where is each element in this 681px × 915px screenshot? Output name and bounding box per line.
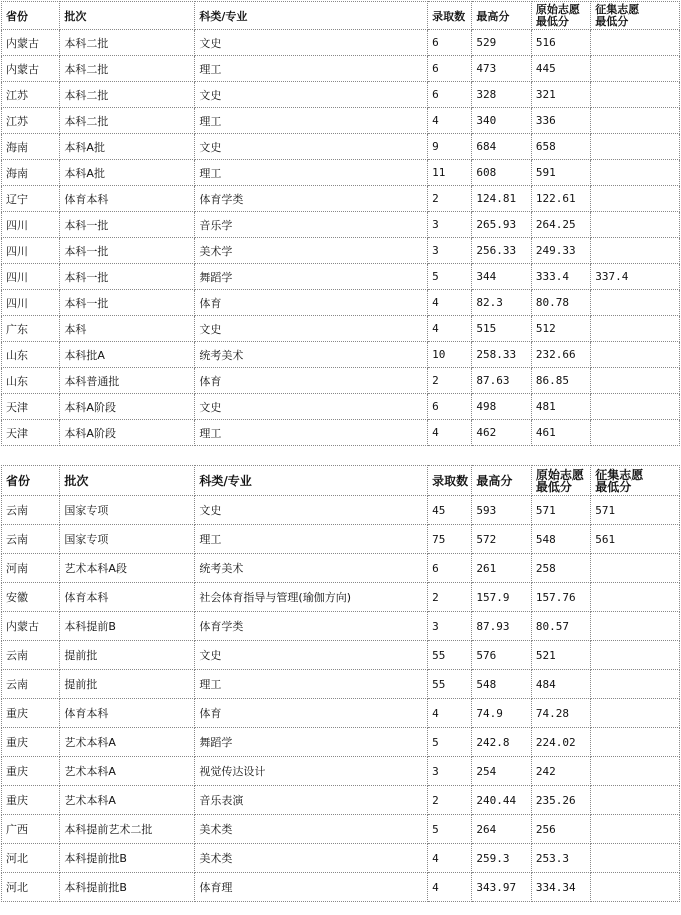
table-row — [2, 108, 680, 134]
cell-enrolled: 6 — [428, 554, 472, 583]
header-orig-min-line2: 最低分 — [535, 479, 572, 494]
table-row — [2, 134, 680, 160]
cell-batch: 体育本科 — [60, 699, 195, 728]
cell-category: 美术学 — [195, 238, 428, 264]
cell-enrolled: 4 — [428, 420, 472, 446]
cell-province: 重庆 — [2, 699, 60, 728]
cell-collect-min — [591, 815, 680, 844]
cell-category: 统考美术 — [195, 554, 428, 583]
cell-orig-min: 256 — [531, 815, 590, 844]
cell-enrolled: 6 — [428, 82, 472, 108]
table-row — [2, 815, 680, 844]
cell-max-score: 473 — [472, 56, 531, 82]
cell-orig-min: 80.57 — [531, 612, 590, 641]
header-province: 省份 — [2, 466, 60, 496]
cell-province: 江苏 — [2, 82, 60, 108]
header-collect-min — [591, 466, 680, 496]
cell-category: 体育学类 — [195, 612, 428, 641]
cell-category: 理工 — [195, 670, 428, 699]
cell-batch: 本科一批 — [60, 238, 195, 264]
cell-collect-min — [591, 290, 680, 316]
cell-collect-min — [591, 554, 680, 583]
header-collect-min-line2: 最低分 — [595, 14, 629, 28]
table-row — [2, 342, 680, 368]
cell-enrolled: 3 — [428, 612, 472, 641]
cell-orig-min: 461 — [531, 420, 590, 446]
cell-category: 体育 — [195, 290, 428, 316]
cell-max-score: 498 — [472, 394, 531, 420]
cell-enrolled: 4 — [428, 699, 472, 728]
cell-collect-min — [591, 641, 680, 670]
cell-orig-min: 264.25 — [531, 212, 590, 238]
cell-orig-min: 336 — [531, 108, 590, 134]
cell-category: 体育学类 — [195, 186, 428, 212]
cell-max-score: 265.93 — [472, 212, 531, 238]
cell-batch: 本科提前艺术二批 — [60, 815, 195, 844]
cell-province: 海南 — [2, 160, 60, 186]
cell-max-score: 344 — [472, 264, 531, 290]
cell-province: 江苏 — [2, 108, 60, 134]
table-header-row — [2, 466, 680, 496]
cell-collect-min — [591, 238, 680, 264]
table-row — [2, 82, 680, 108]
cell-category: 音乐学 — [195, 212, 428, 238]
cell-collect-min — [591, 56, 680, 82]
cell-collect-min — [591, 420, 680, 446]
table-row — [2, 394, 680, 420]
cell-category: 文史 — [195, 641, 428, 670]
header-batch: 批次 — [60, 2, 195, 30]
cell-collect-min — [591, 583, 680, 612]
header-enrolled: 录取数 — [428, 466, 472, 496]
cell-batch: 提前批 — [60, 670, 195, 699]
cell-category: 体育 — [195, 699, 428, 728]
cell-max-score: 684 — [472, 134, 531, 160]
cell-max-score: 608 — [472, 160, 531, 186]
cell-province: 天津 — [2, 394, 60, 420]
header-max-score: 最高分 — [472, 466, 531, 496]
table-row — [2, 612, 680, 641]
header-orig-min-line1: 原始志愿 — [535, 2, 580, 16]
cell-max-score: 87.93 — [472, 612, 531, 641]
cell-orig-min: 521 — [531, 641, 590, 670]
cell-orig-min: 232.66 — [531, 342, 590, 368]
cell-province: 海南 — [2, 134, 60, 160]
cell-collect-min — [591, 134, 680, 160]
cell-province: 四川 — [2, 290, 60, 316]
table-row — [2, 786, 680, 815]
cell-max-score: 74.9 — [472, 699, 531, 728]
cell-enrolled: 2 — [428, 583, 472, 612]
cell-max-score: 256.33 — [472, 238, 531, 264]
cell-max-score: 157.9 — [472, 583, 531, 612]
cell-province: 重庆 — [2, 786, 60, 815]
table-row — [2, 670, 680, 699]
header-orig-min — [531, 2, 590, 30]
cell-enrolled: 4 — [428, 290, 472, 316]
cell-collect-min — [591, 212, 680, 238]
cell-batch: 本科A阶段 — [60, 420, 195, 446]
cell-orig-min: 445 — [531, 56, 590, 82]
cell-orig-min: 334.34 — [531, 873, 590, 902]
header-orig-min — [531, 466, 590, 496]
cell-orig-min: 571 — [531, 496, 590, 525]
table-row — [2, 368, 680, 394]
cell-enrolled: 10 — [428, 342, 472, 368]
cell-batch: 本科一批 — [60, 290, 195, 316]
cell-max-score: 254 — [472, 757, 531, 786]
cell-province: 安徽 — [2, 583, 60, 612]
cell-max-score: 593 — [472, 496, 531, 525]
cell-orig-min: 321 — [531, 82, 590, 108]
cell-enrolled: 55 — [428, 641, 472, 670]
cell-max-score: 124.81 — [472, 186, 531, 212]
cell-collect-min — [591, 82, 680, 108]
cell-batch: 本科一批 — [60, 264, 195, 290]
cell-province: 云南 — [2, 670, 60, 699]
cell-batch: 体育本科 — [60, 583, 195, 612]
cell-batch: 国家专项 — [60, 525, 195, 554]
cell-category: 理工 — [195, 525, 428, 554]
cell-enrolled: 5 — [428, 264, 472, 290]
header-batch: 批次 — [60, 466, 195, 496]
cell-category: 理工 — [195, 56, 428, 82]
cell-province: 辽宁 — [2, 186, 60, 212]
cell-max-score: 529 — [472, 30, 531, 56]
cell-category: 体育理 — [195, 873, 428, 902]
cell-max-score: 259.3 — [472, 844, 531, 873]
table-row — [2, 641, 680, 670]
header-category: 科类/专业 — [195, 466, 428, 496]
cell-enrolled: 11 — [428, 160, 472, 186]
cell-orig-min: 249.33 — [531, 238, 590, 264]
cell-max-score: 343.97 — [472, 873, 531, 902]
cell-category: 音乐表演 — [195, 786, 428, 815]
cell-enrolled: 3 — [428, 212, 472, 238]
cell-category: 体育 — [195, 368, 428, 394]
header-collect-min-line2: 最低分 — [595, 479, 632, 494]
cell-category: 文史 — [195, 30, 428, 56]
cell-collect-min: 561 — [591, 525, 680, 554]
cell-batch: 本科普通批 — [60, 368, 195, 394]
admission-table-1 — [1, 1, 680, 446]
table-row — [2, 583, 680, 612]
table-2-body — [2, 466, 680, 902]
cell-max-score: 328 — [472, 82, 531, 108]
cell-orig-min: 80.78 — [531, 290, 590, 316]
cell-enrolled: 9 — [428, 134, 472, 160]
cell-province: 四川 — [2, 212, 60, 238]
cell-collect-min — [591, 30, 680, 56]
cell-orig-min: 86.85 — [531, 368, 590, 394]
table-row — [2, 160, 680, 186]
cell-enrolled: 4 — [428, 844, 472, 873]
cell-batch: 艺术本科A — [60, 786, 195, 815]
cell-province: 广西 — [2, 815, 60, 844]
cell-province: 云南 — [2, 641, 60, 670]
cell-max-score: 515 — [472, 316, 531, 342]
cell-max-score: 258.33 — [472, 342, 531, 368]
cell-batch: 体育本科 — [60, 186, 195, 212]
admission-table-2 — [1, 465, 680, 902]
cell-batch: 本科二批 — [60, 56, 195, 82]
cell-enrolled: 6 — [428, 30, 472, 56]
cell-orig-min: 224.02 — [531, 728, 590, 757]
header-orig-min-line2: 最低分 — [535, 14, 569, 28]
cell-max-score: 87.63 — [472, 368, 531, 394]
table-row — [2, 873, 680, 902]
cell-orig-min: 484 — [531, 670, 590, 699]
cell-category: 文史 — [195, 394, 428, 420]
table-row — [2, 290, 680, 316]
cell-enrolled: 2 — [428, 786, 472, 815]
header-category: 科类/专业 — [195, 2, 428, 30]
table-row — [2, 757, 680, 786]
cell-collect-min — [591, 612, 680, 641]
cell-province: 天津 — [2, 420, 60, 446]
cell-orig-min: 122.61 — [531, 186, 590, 212]
table-1-body — [2, 2, 680, 446]
cell-category: 文史 — [195, 82, 428, 108]
cell-enrolled: 4 — [428, 108, 472, 134]
cell-orig-min: 253.3 — [531, 844, 590, 873]
cell-province: 重庆 — [2, 757, 60, 786]
cell-batch: 本科提前批B — [60, 844, 195, 873]
header-collect-min — [591, 2, 680, 30]
cell-collect-min — [591, 186, 680, 212]
cell-batch: 本科一批 — [60, 212, 195, 238]
table-row — [2, 186, 680, 212]
table-row — [2, 554, 680, 583]
cell-max-score: 548 — [472, 670, 531, 699]
cell-batch: 本科二批 — [60, 30, 195, 56]
cell-max-score: 261 — [472, 554, 531, 583]
table-row — [2, 728, 680, 757]
cell-max-score: 576 — [472, 641, 531, 670]
cell-province: 内蒙古 — [2, 30, 60, 56]
cell-category: 美术类 — [195, 844, 428, 873]
cell-province: 河南 — [2, 554, 60, 583]
cell-batch: 提前批 — [60, 641, 195, 670]
cell-orig-min: 157.76 — [531, 583, 590, 612]
cell-collect-min — [591, 699, 680, 728]
cell-category: 理工 — [195, 160, 428, 186]
table-row — [2, 525, 680, 554]
cell-collect-min — [591, 670, 680, 699]
cell-max-score: 462 — [472, 420, 531, 446]
cell-collect-min — [591, 342, 680, 368]
cell-batch: 本科A批 — [60, 160, 195, 186]
cell-batch: 本科批A — [60, 342, 195, 368]
cell-enrolled: 3 — [428, 238, 472, 264]
cell-orig-min: 242 — [531, 757, 590, 786]
cell-category: 统考美术 — [195, 342, 428, 368]
cell-orig-min: 333.4 — [531, 264, 590, 290]
cell-province: 重庆 — [2, 728, 60, 757]
cell-batch: 本科提前B — [60, 612, 195, 641]
header-orig-min-line1: 原始志愿 — [535, 467, 584, 482]
cell-province: 四川 — [2, 264, 60, 290]
cell-orig-min: 481 — [531, 394, 590, 420]
header-collect-min-line1: 征集志愿 — [595, 467, 644, 482]
cell-batch: 本科A阶段 — [60, 394, 195, 420]
header-collect-min-line1: 征集志愿 — [595, 2, 640, 16]
table-row — [2, 212, 680, 238]
cell-province: 广东 — [2, 316, 60, 342]
cell-orig-min: 258 — [531, 554, 590, 583]
cell-max-score: 82.3 — [472, 290, 531, 316]
cell-category: 文史 — [195, 134, 428, 160]
header-max-score: 最高分 — [472, 2, 531, 30]
cell-enrolled: 3 — [428, 757, 472, 786]
cell-category: 理工 — [195, 108, 428, 134]
table-row — [2, 496, 680, 525]
cell-enrolled: 2 — [428, 186, 472, 212]
cell-max-score: 340 — [472, 108, 531, 134]
cell-orig-min: 658 — [531, 134, 590, 160]
cell-batch: 艺术本科A段 — [60, 554, 195, 583]
cell-province: 河北 — [2, 844, 60, 873]
cell-category: 文史 — [195, 316, 428, 342]
cell-collect-min — [591, 368, 680, 394]
cell-orig-min: 512 — [531, 316, 590, 342]
cell-province: 山东 — [2, 368, 60, 394]
cell-batch: 艺术本科A — [60, 728, 195, 757]
cell-enrolled: 5 — [428, 815, 472, 844]
cell-enrolled: 55 — [428, 670, 472, 699]
table-row — [2, 844, 680, 873]
cell-collect-min — [591, 316, 680, 342]
cell-collect-min — [591, 873, 680, 902]
table-row — [2, 316, 680, 342]
cell-category: 视觉传达设计 — [195, 757, 428, 786]
table-row — [2, 56, 680, 82]
cell-enrolled: 75 — [428, 525, 472, 554]
cell-category: 社会体育指导与管理(瑜伽方向) — [195, 583, 428, 612]
cell-orig-min: 591 — [531, 160, 590, 186]
table-row — [2, 699, 680, 728]
cell-category: 理工 — [195, 420, 428, 446]
cell-collect-min — [591, 844, 680, 873]
cell-max-score: 242.8 — [472, 728, 531, 757]
cell-batch: 本科 — [60, 316, 195, 342]
cell-province: 内蒙古 — [2, 612, 60, 641]
cell-orig-min: 235.26 — [531, 786, 590, 815]
cell-collect-min — [591, 394, 680, 420]
cell-max-score: 264 — [472, 815, 531, 844]
table-row — [2, 238, 680, 264]
cell-batch: 本科提前批B — [60, 873, 195, 902]
cell-category: 舞蹈学 — [195, 264, 428, 290]
table-header-row — [2, 2, 680, 30]
cell-batch: 本科二批 — [60, 108, 195, 134]
cell-collect-min — [591, 728, 680, 757]
table-row — [2, 420, 680, 446]
cell-batch: 本科A批 — [60, 134, 195, 160]
cell-collect-min — [591, 786, 680, 815]
cell-batch: 本科二批 — [60, 82, 195, 108]
table-row — [2, 30, 680, 56]
cell-batch: 艺术本科A — [60, 757, 195, 786]
cell-category: 舞蹈学 — [195, 728, 428, 757]
cell-enrolled: 45 — [428, 496, 472, 525]
cell-collect-min — [591, 757, 680, 786]
cell-max-score: 240.44 — [472, 786, 531, 815]
cell-province: 河北 — [2, 873, 60, 902]
cell-province: 四川 — [2, 238, 60, 264]
cell-enrolled: 4 — [428, 316, 472, 342]
cell-province: 云南 — [2, 496, 60, 525]
cell-max-score: 572 — [472, 525, 531, 554]
cell-enrolled: 6 — [428, 56, 472, 82]
cell-enrolled: 2 — [428, 368, 472, 394]
cell-enrolled: 5 — [428, 728, 472, 757]
cell-enrolled: 6 — [428, 394, 472, 420]
cell-province: 内蒙古 — [2, 56, 60, 82]
cell-collect-min: 337.4 — [591, 264, 680, 290]
cell-orig-min: 548 — [531, 525, 590, 554]
cell-province: 山东 — [2, 342, 60, 368]
cell-collect-min — [591, 160, 680, 186]
cell-collect-min — [591, 108, 680, 134]
cell-orig-min: 74.28 — [531, 699, 590, 728]
cell-category: 美术类 — [195, 815, 428, 844]
header-enrolled: 录取数 — [428, 2, 472, 30]
table-row — [2, 264, 680, 290]
header-province: 省份 — [2, 2, 60, 30]
cell-collect-min: 571 — [591, 496, 680, 525]
cell-category: 文史 — [195, 496, 428, 525]
cell-enrolled: 4 — [428, 873, 472, 902]
cell-batch: 国家专项 — [60, 496, 195, 525]
cell-orig-min: 516 — [531, 30, 590, 56]
cell-province: 云南 — [2, 525, 60, 554]
